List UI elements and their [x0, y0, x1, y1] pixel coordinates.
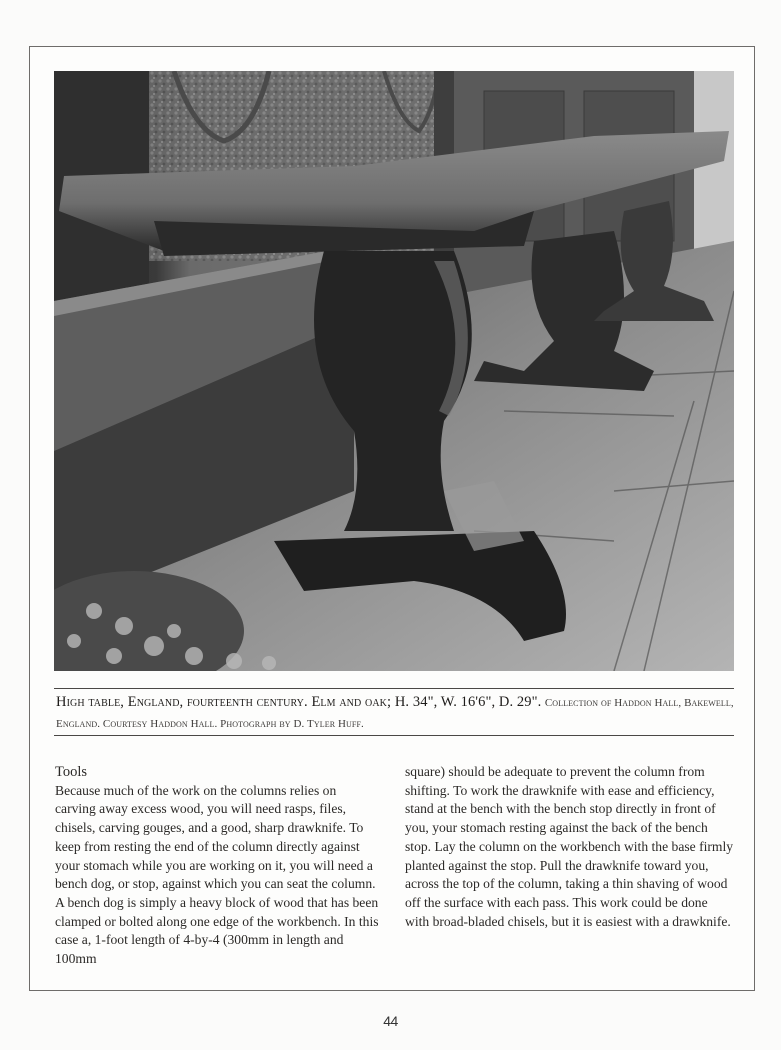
text-column-left — [55, 763, 380, 969]
page-number: 44 — [383, 1013, 398, 1029]
caption-rule-bottom — [54, 735, 734, 736]
high-table-photograph — [54, 71, 734, 671]
photo-illustration — [54, 71, 734, 671]
body-text-left: Because much of the work on the columns relies on carving away excess wood, you will need rasps, files, chisels, carving gouges, and a good, sharp drawknife. To keep from resting the end of the column directly against your stomach while you are working on it, you will need a bench dog, or stop, against which you can seat the column. A bench dog is simply a heavy block of wood that has been clamped or bolted along one edge of the workbench. In this case a, 1-foot length of 4-by-4 (300mm in length and 100mm — [55, 782, 379, 967]
caption-rule-top — [54, 688, 734, 689]
caption-title: High table, England, fourteenth century. Elm and oak; H. 34", W. 16'6", D. 29". — [56, 694, 542, 710]
caption-credit: Collection of Haddon Hall, Bakewell, England. Courtesy Haddon Hall. Photograph by D. Tyler Huff. — [56, 697, 734, 730]
section-heading: Tools — [55, 764, 88, 780]
figure-caption — [56, 692, 736, 734]
text-column-right — [405, 763, 735, 931]
body-text-right: square) should be adequate to prevent the column from shifting. To work the drawknife with ease and efficiency, stand at the bench with the bench stop directly in front of you, your stomach resting against the back of the bench stop. Lay the column on the workbench with the base firmly planted against the stop. Pull the drawknife toward you, across the top of the column, taking a thin shaving of wood off the surface with each pass. This work could be done with broad-bladed chisels, but it is easiest with a drawknife. — [405, 764, 734, 929]
